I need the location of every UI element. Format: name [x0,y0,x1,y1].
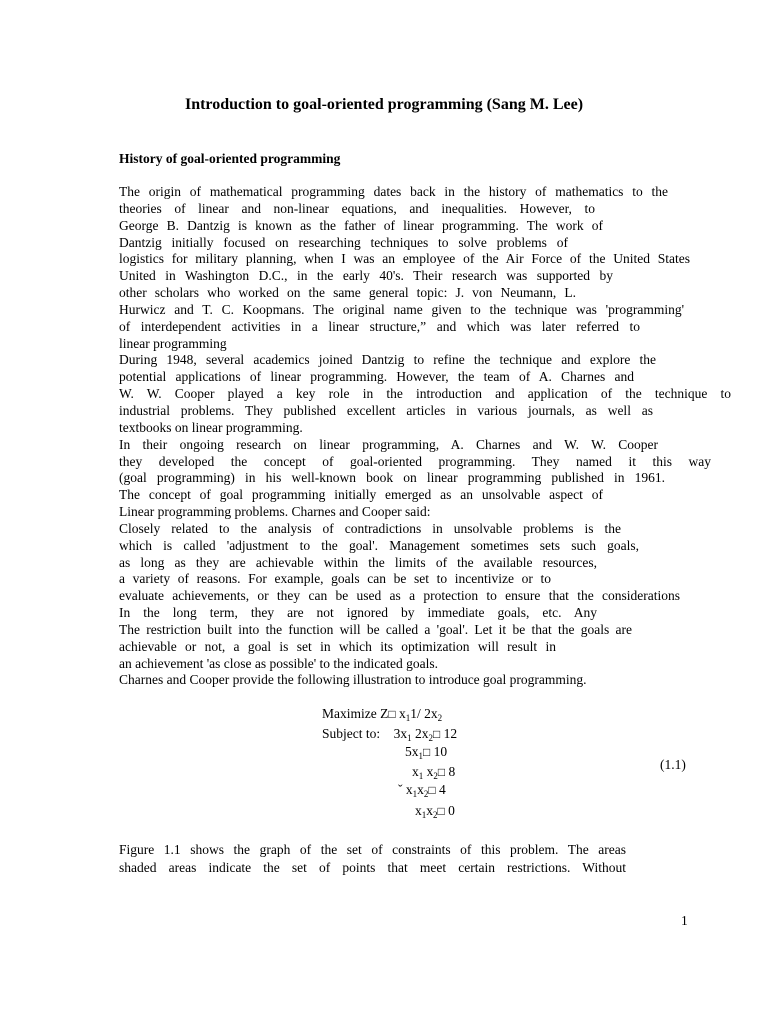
body-text-line: linear programming [119,335,227,351]
body-text-line: W. W. Cooper played a key role in the introduction and application of the technique to [119,386,731,402]
missing-symbol: □ [437,804,445,818]
page-number: 1 [681,913,688,928]
equation-label: (1.1) [660,757,686,772]
body-text-line: achievable or not, a goal is set in which its optimization will result in [119,638,556,654]
caption-text-line: Figure 1.1 shows the graph of the set of constraints of this problem. The areas [119,842,626,857]
body-text-line: Linear programming problems. Charnes and Cooper said: [119,504,431,520]
page-title: Introduction to goal-oriented programming (Sang M. Lee) [184,96,584,113]
body-text-line: George B. Dantzig is known as the father of linear programming. The work of [119,217,603,233]
body-text-line: which is called 'adjustment to the goal'. Management sometimes sets such goals, [119,537,639,553]
body-text-line: The concept of goal programming initially emerged as an unsolvable aspect of [119,487,603,503]
body-text-line: potential applications of linear programming. However, the team of A. Charnes and [119,369,634,385]
body-text-line: Closely related to the analysis of contradictions in unsolvable problems is the [119,520,621,536]
constraint-2: $5x_1□$ 10 [405,744,448,761]
objective-function: Maximize Z□ $x_11/$ $2x_2$ [322,706,443,723]
body-text-line: a variety of reasons. For example, goals can be set to incentivize or to [119,571,551,587]
body-text-line: During 1948, several academics joined Dantzig to refine the technique and explore the [119,352,656,368]
missing-symbol: □ [437,765,446,779]
body-text-line: theories of linear and non-linear equations, and inequalities. However, to [119,200,595,216]
body-text-line: In their ongoing research on linear programming, A. Charnes and W. W. Cooper [119,436,658,452]
body-text-line: textbooks on linear programming. [119,419,303,435]
body-paragraph [119,184,731,689]
body-text-line: Dantzig initially focused on researching techniques to solve problems of [119,234,568,250]
body-text-line: Hurwicz and T. C. Koopmans. The original name given to the technique was 'programming' [119,301,684,317]
body-text-line: evaluate achievements, or they can be used as a protection to ensure that the considerations [119,588,680,604]
figure-caption-paragraph [119,841,626,877]
body-text-line: The origin of mathematical programming dates back in the history of mathematics to the [119,184,668,199]
body-text-line: Charnes and Cooper provide the following illustration to introduce goal programming. [119,672,587,688]
body-text-line: logistics for military planning, when I was an employee of the Air Force of the United States [119,251,690,267]
body-text-line: United in Washington D.C., in the early 40's. Their research was supported by [119,268,613,284]
missing-symbol: □ [423,745,431,759]
missing-symbol: □ [388,707,396,721]
section-heading: History of goal-oriented programming [119,151,341,166]
body-text-line: In the long term, they are not ignored by immediate goals, etc. Any [119,605,597,621]
body-text-line: as long as they are achievable within the limits of the available resources, [119,554,597,570]
body-text-line: industrial problems. They published excellent articles in various journals, as well as [119,402,653,418]
body-text-line: an achievement 'as close as possible' to the indicated goals. [119,655,439,671]
constraint-4: ˇ $x_1x_2□$ 4 [398,782,446,799]
body-text-line: The restriction built into the function will be called a 'goal'. Let it be that the goals are [119,621,632,637]
body-text-line: they developed the concept of goal-oriented programming. They named it this way [119,453,711,469]
body-text-line: of interdependent activities in a linear structure,” and which was later referred to [119,318,640,334]
constraint-1: Subject to: $3x_1$ $2x_2□$ 12 [322,726,458,743]
body-text-line: (goal programming) in his well-known book on linear programming published in 1961. [119,470,665,486]
caption-text-line: shaded areas indicate the set of points that meet certain restrictions. Without [119,860,626,875]
missing-symbol: □ [428,783,436,797]
constraint-5: $x_1x_2□$ 0 [415,803,455,820]
missing-symbol: □ [433,727,441,741]
body-text-line: other scholars who worked on the same general topic: J. von Neumann, L. [119,285,576,301]
constraint-3: $x_1$ $x_2□$ 8 [412,764,456,781]
